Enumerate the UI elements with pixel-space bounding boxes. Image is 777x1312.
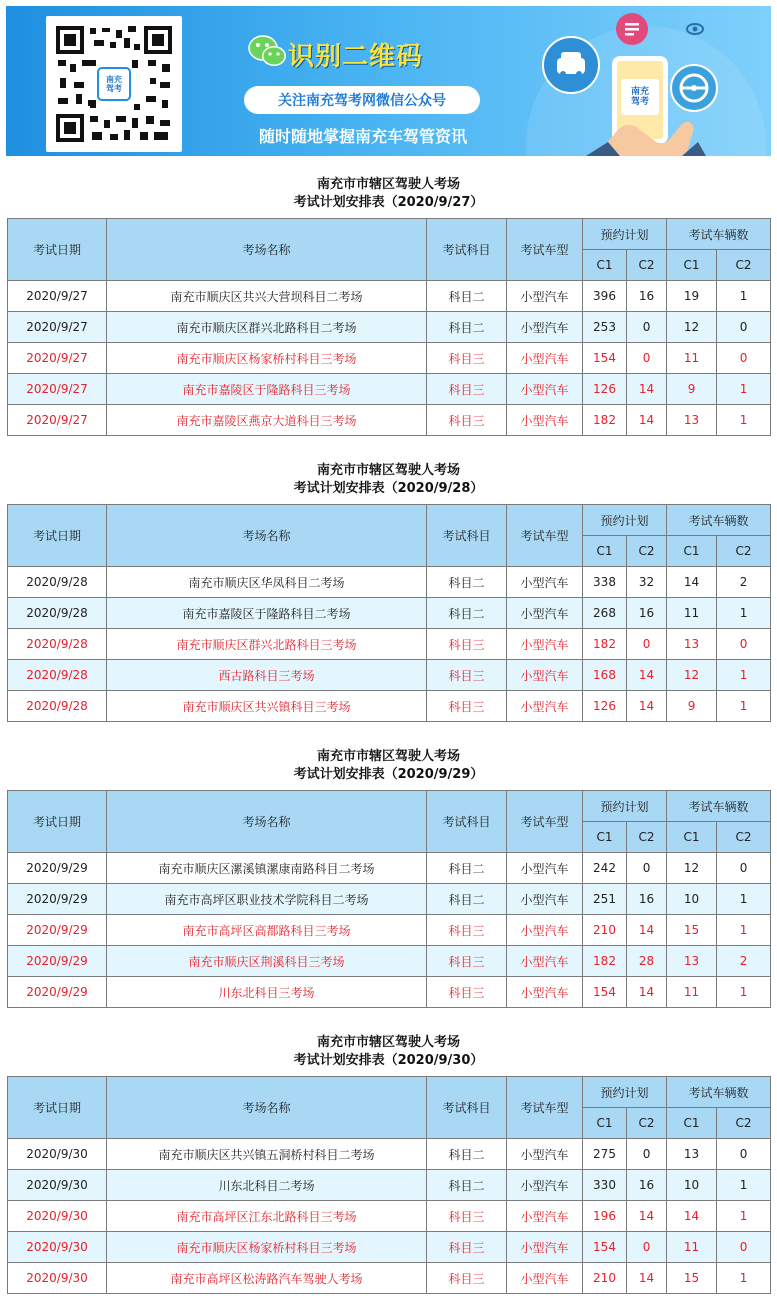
- cell-vehicles-c2: 0: [717, 312, 771, 343]
- cell-subject: 科目二: [427, 853, 507, 884]
- cell-car-type: 小型汽车: [507, 1139, 583, 1170]
- schedule-table: [7, 790, 771, 1008]
- cell-vehicles-c2: 2: [717, 567, 771, 598]
- section-title: 南充市市辖区驾驶人考场: [316, 177, 460, 192]
- section-subtitle: 考试计划安排表（2020/9/30）: [293, 1053, 484, 1068]
- cell-vehicles-c1: 14: [667, 567, 717, 598]
- cell-vehicles-c2: 1: [717, 1201, 771, 1232]
- cell-subject: 科目三: [427, 691, 507, 722]
- hand-icon: [586, 102, 706, 156]
- cell-date: 2020/9/30: [8, 1201, 107, 1232]
- cell-venue: 南充市嘉陵区于隆路科目二考场: [107, 598, 427, 629]
- cell-plan-c2: 14: [627, 1263, 667, 1294]
- table-row: [8, 312, 771, 343]
- cell-vehicles-c1: 11: [667, 343, 717, 374]
- cell-car-type: 小型汽车: [507, 343, 583, 374]
- header-venue: 考场名称: [107, 1077, 427, 1139]
- cell-vehicles-c1: 13: [667, 1139, 717, 1170]
- cell-vehicles-c2: 1: [717, 598, 771, 629]
- cell-subject: 科目二: [427, 1170, 507, 1201]
- cell-venue: 川东北科目三考场: [107, 977, 427, 1008]
- cell-date: 2020/9/28: [8, 660, 107, 691]
- cell-plan-c2: 16: [627, 1170, 667, 1201]
- table-row: [8, 1139, 771, 1170]
- table-row: [8, 567, 771, 598]
- cell-plan-c2: 0: [627, 343, 667, 374]
- header-vehicles-c2: C2: [717, 1108, 771, 1139]
- cell-plan-c1: 253: [583, 312, 627, 343]
- cell-car-type: 小型汽车: [507, 1232, 583, 1263]
- header-vehicles: 考试车辆数: [667, 1077, 771, 1108]
- schedule-section: [7, 748, 770, 1008]
- header-vehicles-c1: C1: [667, 536, 717, 567]
- cell-vehicles-c1: 9: [667, 374, 717, 405]
- cell-plan-c2: 14: [627, 374, 667, 405]
- cell-car-type: 小型汽车: [507, 1170, 583, 1201]
- cell-date: 2020/9/29: [8, 853, 107, 884]
- cell-vehicles-c2: 1: [717, 281, 771, 312]
- header-subject: 考试科目: [427, 791, 507, 853]
- cell-vehicles-c2: 0: [717, 1139, 771, 1170]
- cell-plan-c1: 154: [583, 343, 627, 374]
- table-row: [8, 884, 771, 915]
- table-row: [8, 343, 771, 374]
- schedule-table: [7, 504, 771, 722]
- cell-car-type: 小型汽车: [507, 281, 583, 312]
- cell-car-type: 小型汽车: [507, 691, 583, 722]
- cell-plan-c1: 168: [583, 660, 627, 691]
- cell-vehicles-c1: 9: [667, 691, 717, 722]
- cell-venue: 南充市高坪区高都路科目三考场: [107, 915, 427, 946]
- cell-vehicles-c2: 2: [717, 946, 771, 977]
- header-plan-c1: C1: [583, 536, 627, 567]
- cell-subject: 科目三: [427, 915, 507, 946]
- cell-plan-c2: 16: [627, 884, 667, 915]
- cell-plan-c1: 154: [583, 1232, 627, 1263]
- cell-vehicles-c2: 1: [717, 915, 771, 946]
- header-date: 考试日期: [8, 791, 107, 853]
- cell-vehicles-c2: 0: [717, 1232, 771, 1263]
- cell-plan-c2: 14: [627, 915, 667, 946]
- cell-venue: 川东北科目二考场: [107, 1170, 427, 1201]
- cell-vehicles-c2: 1: [717, 660, 771, 691]
- cell-venue: 南充市顺庆区群兴北路科目二考场: [107, 312, 427, 343]
- cell-venue: 南充市顺庆区共兴镇五洞桥村科目二考场: [107, 1139, 427, 1170]
- cell-plan-c1: 242: [583, 853, 627, 884]
- table-row: [8, 946, 771, 977]
- follow-pill[interactable]: 关注南充驾考网微信公众号: [244, 86, 480, 114]
- cell-venue: 南充市嘉陵区于隆路科目三考场: [107, 374, 427, 405]
- section-subtitle: 考试计划安排表（2020/9/27）: [293, 195, 484, 210]
- header-plan: 预约计划: [583, 1077, 667, 1108]
- header-vehicles-c2: C2: [717, 822, 771, 853]
- section-title: 南充市市辖区驾驶人考场: [316, 463, 460, 478]
- banner: [6, 6, 771, 156]
- cell-plan-c1: 126: [583, 691, 627, 722]
- table-row: [8, 1263, 771, 1294]
- cell-plan-c1: 126: [583, 374, 627, 405]
- cell-vehicles-c1: 15: [667, 1263, 717, 1294]
- table-row: [8, 1232, 771, 1263]
- table-row: [8, 1170, 771, 1201]
- cell-date: 2020/9/29: [8, 915, 107, 946]
- header-plan-c1: C1: [583, 822, 627, 853]
- section-subtitle: 考试计划安排表（2020/9/29）: [293, 767, 484, 782]
- header-car-type: 考试车型: [507, 1077, 583, 1139]
- cell-subject: 科目二: [427, 884, 507, 915]
- cell-date: 2020/9/28: [8, 629, 107, 660]
- cell-subject: 科目三: [427, 660, 507, 691]
- cell-date: 2020/9/27: [8, 281, 107, 312]
- cell-subject: 科目三: [427, 343, 507, 374]
- table-row: [8, 374, 771, 405]
- cell-subject: 科目三: [427, 1232, 507, 1263]
- header-venue: 考场名称: [107, 505, 427, 567]
- cell-date: 2020/9/27: [8, 374, 107, 405]
- cell-car-type: 小型汽车: [507, 1263, 583, 1294]
- cell-car-type: 小型汽车: [507, 977, 583, 1008]
- table-row: [8, 629, 771, 660]
- header-subject: 考试科目: [427, 505, 507, 567]
- cell-car-type: 小型汽车: [507, 312, 583, 343]
- cell-vehicles-c1: 15: [667, 915, 717, 946]
- header-date: 考试日期: [8, 1077, 107, 1139]
- header-plan-c2: C2: [627, 536, 667, 567]
- cell-subject: 科目二: [427, 567, 507, 598]
- cell-venue: 西古路科目三考场: [107, 660, 427, 691]
- cell-plan-c1: 268: [583, 598, 627, 629]
- phone-logo-text-1: 南充: [630, 87, 649, 97]
- cell-vehicles-c1: 11: [667, 1232, 717, 1263]
- cell-plan-c1: 210: [583, 915, 627, 946]
- cell-vehicles-c2: 1: [717, 977, 771, 1008]
- cell-vehicles-c1: 11: [667, 977, 717, 1008]
- cell-plan-c1: 196: [583, 1201, 627, 1232]
- table-row: [8, 660, 771, 691]
- cell-car-type: 小型汽车: [507, 884, 583, 915]
- cell-vehicles-c2: 1: [717, 405, 771, 436]
- header-row: [8, 791, 771, 822]
- header-date: 考试日期: [8, 505, 107, 567]
- cell-date: 2020/9/29: [8, 884, 107, 915]
- cell-date: 2020/9/30: [8, 1170, 107, 1201]
- header-venue: 考场名称: [107, 219, 427, 281]
- header-car-type: 考试车型: [507, 791, 583, 853]
- cell-subject: 科目二: [427, 1139, 507, 1170]
- cell-venue: 南充市嘉陵区燕京大道科目三考场: [107, 405, 427, 436]
- table-row: [8, 853, 771, 884]
- cell-vehicles-c1: 12: [667, 312, 717, 343]
- header-plan-c2: C2: [627, 1108, 667, 1139]
- cell-venue: 南充市高坪区江东北路科目三考场: [107, 1201, 427, 1232]
- cell-vehicles-c1: 11: [667, 598, 717, 629]
- cell-plan-c2: 28: [627, 946, 667, 977]
- cell-venue: 南充市顺庆区杨家桥村科目三考场: [107, 343, 427, 374]
- header-plan-c2: C2: [627, 822, 667, 853]
- cell-vehicles-c1: 12: [667, 660, 717, 691]
- cell-venue: 南充市高坪区松涛路汽车驾驶人考场: [107, 1263, 427, 1294]
- eye-icon: [686, 20, 704, 38]
- cell-plan-c1: 338: [583, 567, 627, 598]
- header-date: 考试日期: [8, 219, 107, 281]
- cell-plan-c2: 0: [627, 1232, 667, 1263]
- cell-subject: 科目三: [427, 374, 507, 405]
- header-vehicles-c1: C1: [667, 250, 717, 281]
- cell-subject: 科目三: [427, 629, 507, 660]
- header-vehicles-c1: C1: [667, 822, 717, 853]
- cell-date: 2020/9/29: [8, 946, 107, 977]
- cell-plan-c1: 182: [583, 405, 627, 436]
- cell-vehicles-c1: 10: [667, 884, 717, 915]
- header-row: [8, 219, 771, 250]
- cell-subject: 科目三: [427, 1201, 507, 1232]
- section-title: 南充市市辖区驾驶人考场: [316, 1035, 460, 1050]
- cell-plan-c2: 16: [627, 598, 667, 629]
- cell-vehicles-c2: 1: [717, 1263, 771, 1294]
- cell-date: 2020/9/28: [8, 598, 107, 629]
- cell-vehicles-c2: 1: [717, 884, 771, 915]
- cell-date: 2020/9/30: [8, 1139, 107, 1170]
- cell-vehicles-c2: 1: [717, 691, 771, 722]
- cell-plan-c1: 210: [583, 1263, 627, 1294]
- header-plan: 预约计划: [583, 219, 667, 250]
- header-plan: 预约计划: [583, 791, 667, 822]
- cell-vehicles-c1: 19: [667, 281, 717, 312]
- table-row: [8, 691, 771, 722]
- cell-date: 2020/9/30: [8, 1232, 107, 1263]
- cell-subject: 科目三: [427, 977, 507, 1008]
- cell-subject: 科目二: [427, 281, 507, 312]
- header-plan: 预约计划: [583, 505, 667, 536]
- cell-plan-c2: 0: [627, 853, 667, 884]
- cell-vehicles-c1: 10: [667, 1170, 717, 1201]
- header-venue: 考场名称: [107, 791, 427, 853]
- cell-plan-c2: 0: [627, 1139, 667, 1170]
- car-icon: [542, 36, 600, 94]
- cell-plan-c2: 14: [627, 977, 667, 1008]
- qr-logo-text-2: 驾考: [106, 84, 122, 93]
- cell-plan-c2: 14: [627, 660, 667, 691]
- cell-plan-c1: 182: [583, 629, 627, 660]
- header-vehicles: 考试车辆数: [667, 219, 771, 250]
- cell-subject: 科目二: [427, 312, 507, 343]
- cell-date: 2020/9/27: [8, 405, 107, 436]
- cell-car-type: 小型汽车: [507, 1201, 583, 1232]
- cell-car-type: 小型汽车: [507, 915, 583, 946]
- cell-vehicles-c1: 13: [667, 405, 717, 436]
- cell-car-type: 小型汽车: [507, 629, 583, 660]
- cell-plan-c1: 396: [583, 281, 627, 312]
- table-row: [8, 915, 771, 946]
- message-icon: [615, 12, 649, 46]
- banner-title: 识别二维码: [288, 42, 424, 72]
- header-vehicles-c2: C2: [717, 536, 771, 567]
- cell-vehicles-c2: 1: [717, 374, 771, 405]
- phone-logo-text-2: 驾考: [630, 97, 649, 107]
- cell-date: 2020/9/29: [8, 977, 107, 1008]
- cell-subject: 科目二: [427, 598, 507, 629]
- header-vehicles-c2: C2: [717, 250, 771, 281]
- header-row: [8, 505, 771, 536]
- section-title: 南充市市辖区驾驶人考场: [316, 749, 460, 764]
- table-row: [8, 977, 771, 1008]
- header-plan-c1: C1: [583, 250, 627, 281]
- cell-plan-c1: 251: [583, 884, 627, 915]
- cell-vehicles-c1: 13: [667, 629, 717, 660]
- cell-vehicles-c2: 0: [717, 853, 771, 884]
- header-row: [8, 1077, 771, 1108]
- header-subject: 考试科目: [427, 1077, 507, 1139]
- header-car-type: 考试车型: [507, 219, 583, 281]
- schedule-section: [7, 1034, 770, 1294]
- schedule-table: [7, 1076, 771, 1294]
- cell-car-type: 小型汽车: [507, 374, 583, 405]
- cell-plan-c1: 182: [583, 946, 627, 977]
- qr-logo: [97, 67, 131, 101]
- cell-vehicles-c1: 12: [667, 853, 717, 884]
- cell-plan-c2: 0: [627, 312, 667, 343]
- cell-venue: 南充市顺庆区共兴镇科目三考场: [107, 691, 427, 722]
- cell-venue: 南充市顺庆区漯溪镇漯康南路科目二考场: [107, 853, 427, 884]
- cell-plan-c1: 154: [583, 977, 627, 1008]
- cell-venue: 南充市高坪区职业技术学院科目二考场: [107, 884, 427, 915]
- cell-vehicles-c2: 0: [717, 629, 771, 660]
- cell-date: 2020/9/27: [8, 343, 107, 374]
- header-subject: 考试科目: [427, 219, 507, 281]
- cell-vehicles-c1: 13: [667, 946, 717, 977]
- cell-venue: 南充市顺庆区群兴北路科目三考场: [107, 629, 427, 660]
- schedule-section: [7, 176, 770, 436]
- table-row: [8, 405, 771, 436]
- cell-plan-c1: 330: [583, 1170, 627, 1201]
- header-vehicles: 考试车辆数: [667, 505, 771, 536]
- cell-subject: 科目三: [427, 405, 507, 436]
- cell-vehicles-c2: 0: [717, 343, 771, 374]
- cell-venue: 南充市顺庆区共兴大营坝科目二考场: [107, 281, 427, 312]
- cell-date: 2020/9/28: [8, 567, 107, 598]
- wechat-icon: [248, 34, 288, 70]
- table-row: [8, 1201, 771, 1232]
- qr-logo-text-1: 南充: [106, 75, 122, 84]
- schedule-table: [7, 218, 771, 436]
- cell-plan-c1: 275: [583, 1139, 627, 1170]
- cell-date: 2020/9/28: [8, 691, 107, 722]
- cell-plan-c2: 16: [627, 281, 667, 312]
- cell-venue: 南充市顺庆区华凤科目二考场: [107, 567, 427, 598]
- banner-subtitle: 随时随地掌握南充车驾管资讯: [258, 127, 467, 146]
- table-row: [8, 598, 771, 629]
- header-vehicles: 考试车辆数: [667, 791, 771, 822]
- cell-car-type: 小型汽车: [507, 946, 583, 977]
- header-plan-c2: C2: [627, 250, 667, 281]
- cell-car-type: 小型汽车: [507, 598, 583, 629]
- cell-subject: 科目三: [427, 1263, 507, 1294]
- cell-plan-c2: 14: [627, 405, 667, 436]
- cell-car-type: 小型汽车: [507, 853, 583, 884]
- cell-venue: 南充市顺庆区杨家桥村科目三考场: [107, 1232, 427, 1263]
- cell-date: 2020/9/27: [8, 312, 107, 343]
- cell-venue: 南充市顺庆区荆溪科目三考场: [107, 946, 427, 977]
- cell-date: 2020/9/30: [8, 1263, 107, 1294]
- cell-subject: 科目三: [427, 946, 507, 977]
- cell-plan-c2: 32: [627, 567, 667, 598]
- header-plan-c1: C1: [583, 1108, 627, 1139]
- cell-vehicles-c2: 1: [717, 1170, 771, 1201]
- cell-car-type: 小型汽车: [507, 405, 583, 436]
- header-car-type: 考试车型: [507, 505, 583, 567]
- cell-plan-c2: 14: [627, 691, 667, 722]
- cell-plan-c2: 0: [627, 629, 667, 660]
- header-vehicles-c1: C1: [667, 1108, 717, 1139]
- qr-code[interactable]: [46, 16, 182, 152]
- section-subtitle: 考试计划安排表（2020/9/28）: [293, 481, 484, 496]
- schedule-section: [7, 462, 770, 722]
- cell-plan-c2: 14: [627, 1201, 667, 1232]
- cell-vehicles-c1: 14: [667, 1201, 717, 1232]
- table-row: [8, 281, 771, 312]
- cell-car-type: 小型汽车: [507, 567, 583, 598]
- cell-car-type: 小型汽车: [507, 660, 583, 691]
